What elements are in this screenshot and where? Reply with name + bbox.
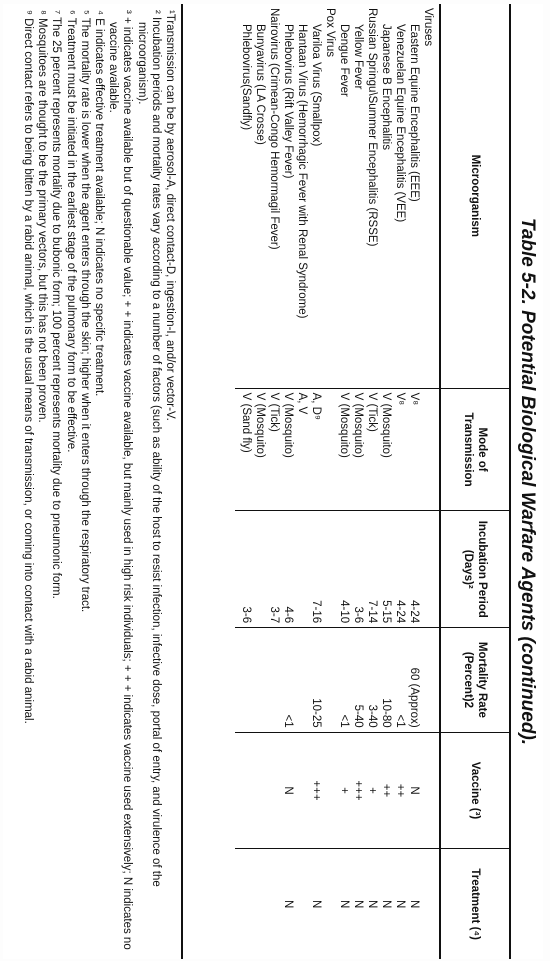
cell-mortality: 60 (Approx)	[407, 628, 421, 733]
cell-mode	[421, 388, 440, 511]
cell-vaccine	[323, 732, 337, 849]
header-vaccine: Vaccine (³)	[440, 732, 509, 849]
cell-treatment: N	[365, 849, 379, 959]
cell-incubation: 3-7	[267, 511, 281, 628]
table-row	[309, 4, 323, 959]
table-row	[379, 4, 393, 959]
cell-microorganism: Dengue Fever	[338, 24, 350, 97]
footnote: ⁸ Mosquitoes are thought to be the primary vectors, but this has not been proven.	[36, 10, 49, 423]
cell-mortality: 3-40	[365, 628, 379, 733]
cell-treatment: N	[281, 849, 295, 959]
cell-incubation: 4-10	[337, 511, 351, 628]
cell-mode: V (Mosquito)	[253, 388, 267, 511]
table-title: Table 5-2. Potential Biological Warfare Agents (continued).	[509, 4, 543, 959]
cell-microorganism: Russian Springu\Summer Encephalitis (RSSE)	[366, 8, 378, 247]
cell-vaccine	[295, 732, 309, 849]
cell-vaccine: N	[281, 732, 295, 849]
cell-mortality	[235, 628, 253, 733]
cell-mode	[323, 388, 337, 511]
cell-mode: V (Sand fly)	[235, 388, 253, 511]
cell-incubation: 3-6	[235, 511, 253, 628]
cell-vaccine: ++	[393, 732, 407, 849]
table-row	[253, 4, 267, 959]
footnote: ⁴ E indicates effective treatment available; N indicates no specific treatment.	[92, 10, 105, 397]
cell-mortality: 5-40	[351, 628, 365, 733]
header-mortality: Mortality Rate (Percent)2	[440, 628, 509, 733]
table-row	[421, 4, 440, 959]
cell-microorganism: Viruses	[422, 8, 434, 47]
cell-treatment	[267, 849, 281, 959]
cell-vaccine: N	[407, 732, 421, 849]
cell-mode: A, D⁹	[309, 388, 323, 511]
footnote: ² Incubation periods and mortality rates vary according to a number of factors (such as ability of the host to resist infection, infective dose, portal of entry, and virulence of the microorganism).	[135, 10, 162, 887]
table-row	[323, 4, 337, 959]
cell-treatment: N	[379, 849, 393, 959]
cell-treatment: N	[337, 849, 351, 959]
cell-vaccine: +++	[309, 732, 323, 849]
cell-incubation	[323, 511, 337, 628]
cell-vaccine: +	[365, 732, 379, 849]
cell-mode: V (Tick)	[365, 388, 379, 511]
cell-treatment	[295, 849, 309, 959]
cell-vaccine	[267, 732, 281, 849]
cell-vaccine: +	[337, 732, 351, 849]
cell-mode: V (Mosquito)	[351, 388, 365, 511]
cell-treatment	[323, 849, 337, 959]
cell-mode: V (Mosquito)	[281, 388, 295, 511]
cell-treatment: N	[393, 849, 407, 959]
cell-treatment	[253, 849, 267, 959]
cell-mode: V (Mosquito)	[379, 388, 393, 511]
cell-microorganism: Variloa Virus (Smallpox)	[310, 24, 322, 147]
cell-incubation: 7-16	[309, 511, 323, 628]
cell-treatment: N	[407, 849, 421, 959]
cell-microorganism: Hantaan Virus (Hemorrhagic Fever with Renal Syndrome)	[296, 24, 308, 319]
table-row	[407, 4, 421, 959]
cell-mode: A, V	[295, 388, 309, 511]
cell-mortality: 10-25	[309, 628, 323, 733]
rotated-table-sheet	[3, 4, 543, 959]
footnote: ⁹ Direct contact refers to being bitten by a rabid animal, which is the usual means of transmission, or coming into contact with a rabid animal.	[21, 10, 34, 724]
table-row	[393, 4, 407, 959]
cell-mortality	[295, 628, 309, 733]
footnote: ⁷ The 25 percent represents mortality due to bubonic form; 100 percent represents mortality due to pneumonic form.	[50, 10, 63, 599]
header-row	[440, 4, 509, 959]
cell-incubation: 5-15	[379, 511, 393, 628]
footnotes	[21, 4, 183, 959]
cell-treatment	[421, 849, 440, 959]
cell-mode: V⁸	[407, 388, 421, 511]
cell-treatment	[235, 849, 253, 959]
cell-treatment: N	[309, 849, 323, 959]
cell-treatment: N	[351, 849, 365, 959]
cell-incubation	[295, 511, 309, 628]
cell-mortality: <1	[281, 628, 295, 733]
footnote: ⁵ The mortality rate is lower when the agent enters through the skin; higher when it enters through the respiratory tract.	[78, 10, 91, 613]
cell-incubation	[253, 511, 267, 628]
header-microorganism: Microorganism	[440, 4, 509, 388]
footnote: ³ + indicates vaccine available but of questionable value; + + indicates vaccine available, but mainly used in high risk individuals; + + + indicates vaccine used extensively; N indicates no vaccine available.	[107, 10, 134, 950]
cell-vaccine	[421, 732, 440, 849]
header-incubation: Incubation Period (Days)²	[440, 511, 509, 628]
footnote: ¹Transmission can be by aerosol-A, direct contact-D, ingestion-I, and/or vector-V.	[164, 10, 176, 421]
cell-incubation: 7-14	[365, 511, 379, 628]
cell-incubation: 4-24	[407, 511, 421, 628]
table-row	[295, 4, 309, 959]
cell-vaccine	[235, 732, 253, 849]
table-row	[351, 4, 365, 959]
cell-microorganism: Eastern Equine Encephalitis (EEE)	[408, 24, 420, 202]
cell-incubation: 4-24	[393, 511, 407, 628]
agents-table	[235, 4, 509, 959]
cell-vaccine: +++	[351, 732, 365, 849]
cell-microorganism: Phlebovirus(Sandfly)	[240, 24, 252, 131]
header-mode: Mode of Transmission	[440, 388, 509, 511]
table-row	[281, 4, 295, 959]
cell-microorganism: Venezuelan Equine Encephalitis (VEE)	[394, 24, 406, 223]
cell-microorganism: Japanese B Encephalitis	[380, 24, 392, 150]
footnote: ⁶ Treatment must be initiated in the earliest stage of the pulmonary form to be effective.	[64, 10, 77, 453]
cell-incubation	[421, 511, 440, 628]
table-row	[235, 4, 253, 959]
cell-mortality: 10-80	[379, 628, 393, 733]
header-treatment: Treatment (⁴)	[440, 849, 509, 959]
table-row	[365, 4, 379, 959]
cell-mortality	[421, 628, 440, 733]
cell-microorganism: Yellow Fever	[352, 24, 364, 90]
cell-microorganism: Phlebovirus (Rift Valley Fever)	[282, 24, 294, 179]
cell-incubation: 4-6	[281, 511, 295, 628]
cell-mortality: <1	[337, 628, 351, 733]
table-row	[267, 4, 281, 959]
cell-mode: V (Tick)	[267, 388, 281, 511]
cell-mortality: <1	[393, 628, 407, 733]
cell-mode: V⁸	[393, 388, 407, 511]
cell-vaccine	[253, 732, 267, 849]
table-row	[337, 4, 351, 959]
cell-microorganism: Bunyavirus (LA Crosse)	[254, 24, 266, 145]
cell-microorganism: Nairovirus (Crimean-Congo Hemormagil Fever)	[268, 8, 280, 250]
cell-vaccine: ++	[379, 732, 393, 849]
cell-mode: V (Mosquito)	[337, 388, 351, 511]
cell-mortality	[323, 628, 337, 733]
cell-mortality	[253, 628, 267, 733]
cell-incubation: 3-6	[351, 511, 365, 628]
cell-microorganism: Pox Virus	[324, 8, 336, 58]
cell-mortality	[267, 628, 281, 733]
